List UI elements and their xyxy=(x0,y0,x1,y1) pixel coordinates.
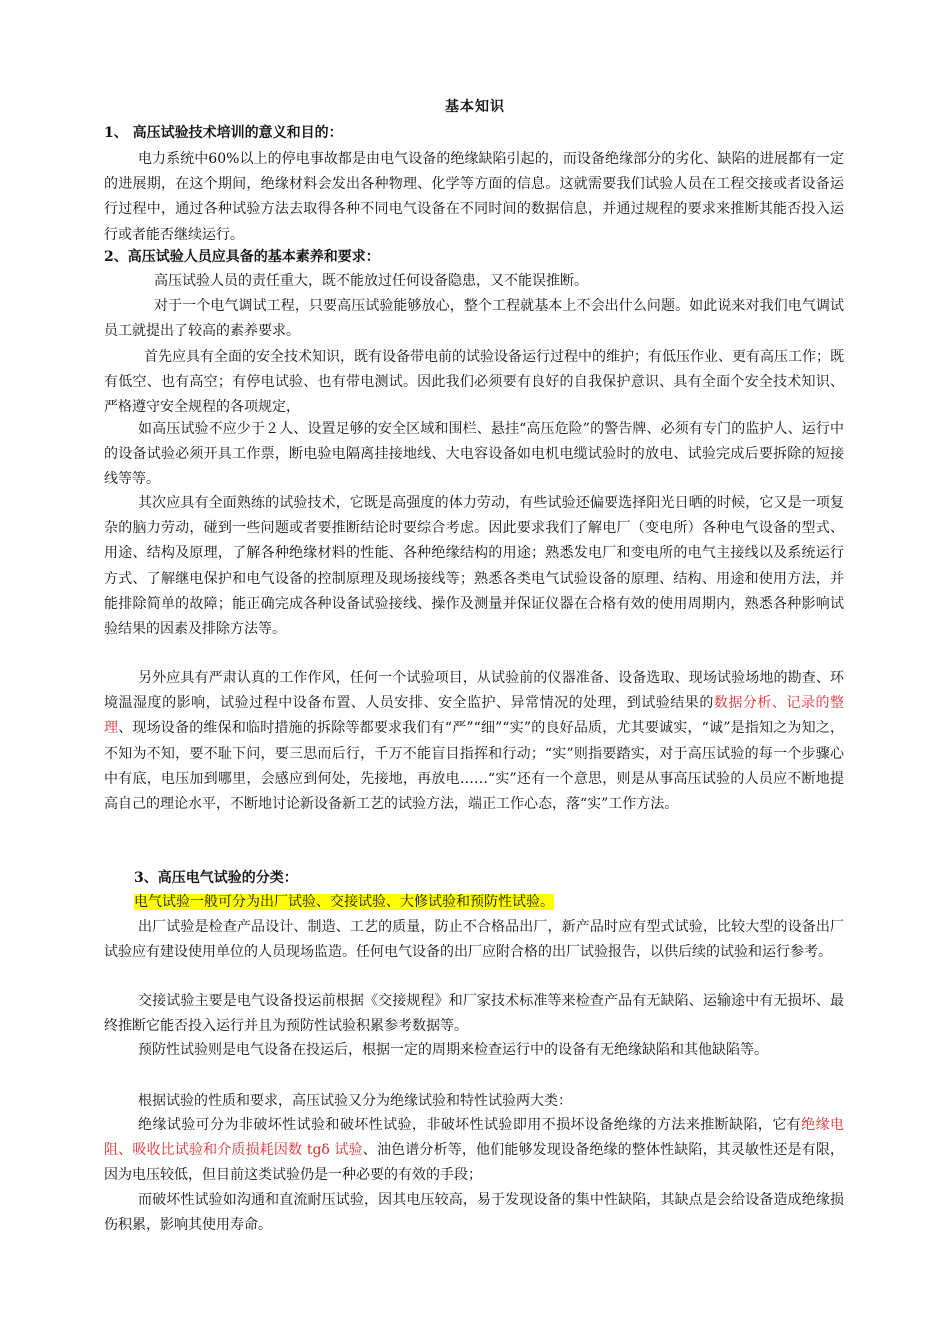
paragraph-3: 对于一个电气调试工程，只要高压试验能够放心，整个工程就基本上不会出什么问题。如此说来对我们电气调试员工就提出了较高的素养要求。 xyxy=(104,298,844,340)
paragraph-13-highlight: 绝缘电阻、吸收比试验和介质损耗因数 tgδ 试验 xyxy=(104,1117,845,1159)
paragraph-4: 首先应具有全面的安全技术知识，既有设备带电前的试验设备运行过程中的维护；有低压作业、更有高压工作；既有低空、也有高空；有停电试验、也有带电测试。因此我们必须要有良好的自我保护意识、具有全面个安全技术知识、严格遵守安全规程的各项规定， xyxy=(104,349,844,416)
paragraph-10: 交接试验主要是电气设备投运前根据《交接规程》和厂家技术标准等来检查产品有无缺陷、运输途中有无损坏、最终推断它能否投入运行并且为预防性试验积累参考数据等。 xyxy=(104,993,844,1035)
paragraph-7 xyxy=(104,666,844,817)
paragraph-7-part-1: 另外应具有严肃认真的工作作风，任何一个试验项目，从试验前的仪器准备、设备选取、现场试验场地的勘查、环境温湿度的影响，试验过程中设备布置、人员安排、安全监护、异常情况的处理，到试验结果的 xyxy=(104,670,844,712)
paragraph-5: 如高压试验不应少于２人、设置足够的安全区域和围栏、悬挂“高压危险”的警告牌、必须有专门的监护人、运行中的设备试验必须开具工作票，断电验电隔离挂接地线、大电容设备如电机电缆试验时的放电、试验完成后要拆除的短接线等等。 xyxy=(104,421,844,488)
section-heading-3: 3、高压电气试验的分类： xyxy=(134,870,298,886)
paragraph-11: 预防性试验则是电气设备在投运后，根据一定的周期来检查运行中的设备有无绝缘缺陷和其他缺陷等。 xyxy=(138,1042,768,1058)
paragraph-13-part-1: 绝缘试验可分为非破坏性试验和破坏性试验，非破坏性试验即用不损坏设备绝缘的方法来推断缺陷，它有 xyxy=(138,1117,802,1133)
paragraph-13 xyxy=(104,1113,844,1189)
paragraph-9: 出厂试验是检查产品设计、制造、工艺的质量，防止不合格品出厂，新产品时应有型式试验，比较大型的设备出厂试验应有建设使用单位的人员现场监造。任何电气设备的出厂应附合格的出厂试验报告，以供后续的试验和运行参考。 xyxy=(104,919,844,961)
paragraph-13-part-2: 、油色谱分析等，他们能够发现设备绝缘的整体性缺陷，其灵敏性还是有限，因为电压较低，但目前这类试验仍是一种必要的有效的手段； xyxy=(104,1142,845,1184)
paragraph-7-highlight: 数据分析、记录的整理 xyxy=(104,695,845,737)
paragraph-8-highlight: 电气试验一般可分为出厂试验、交接试验、大修试验和预防性试验。 xyxy=(134,894,554,910)
page-title: 基本知识 xyxy=(445,99,505,115)
paragraph-1: 电力系统中60%以上的停电事故都是由电气设备的绝缘缺陷引起的，而设备绝缘部分的劣化、缺陷的进展都有一定的进展期，在这个期间，绝缘材料会发出各种物理、化学等方面的信息。这就需要我们试验人员在工程交接或者设备运行过程中，通过各种试验方法去取得各种不同电气设备在不同时间的数据信息，并通过规程的要求来推断其能否投入运行或者能否继续运行。 xyxy=(104,151,844,243)
section-heading-2: 2、高压试验人员应具备的基本素养和要求： xyxy=(104,249,380,265)
paragraph-8 xyxy=(104,890,844,915)
paragraph-2: 高压试验人员的责任重大，既不能放过任何设备隐患，又不能误推断。 xyxy=(154,273,588,289)
paragraph-14: 而破坏性试验如沟通和直流耐压试验，因其电压较高，易于发现设备的集中性缺陷，其缺点是会给设备造成绝缘损伤积累，影响其使用寿命。 xyxy=(104,1192,844,1234)
paragraph-7-part-2: 、现场设备的维保和临时措施的拆除等都要求我们有“严”“细”“实”的良好品质，尤其要诚实，“诚”是指知之为知之，不知为不知，要不耻下问，要三思而后行，千万不能盲目指挥和行动；“实”则指要踏实，对于高压试验的每一个步骤心中有底，电压加到哪里，会感应到何处，先接地，再放电……“实”还有一个意思，则是从事高压试验的人员应不断地提高自己的理论水平，不断地讨论新设备新工艺的试验方法，端正工作心态，落“实”工作方法。 xyxy=(104,720,844,813)
paragraph-12: 根据试验的性质和要求，高压试验又分为绝缘试验和特性试验两大类： xyxy=(138,1093,572,1109)
section-heading-1: 1、 高压试验技术培训的意义和目的： xyxy=(104,125,343,141)
paragraph-6: 其次应具有全面熟练的试验技术，它既是高强度的体力劳动，有些试验还偏要选择阳光日晒的时候，它又是一项复杂的脑力劳动，碰到一些问题或者要推断结论时要综合考虑。因此要求我们了解电厂（变电所）各种电气设备的型式、用途、结构及原理，了解各种绝缘材料的性能、各种绝缘结构的用途；熟悉发电厂和变电所的电气主接线以及系统运行方式、了解继电保护和电气设备的控制原理及现场接线等；熟悉各类电气试验设备的原理、结构、用途和使用方法，并能排除简单的故障；能正确完成各种设备试验接线、操作及测量并保证仪器在合格有效的使用周期内，熟悉各种影响试验结果的因素及排除方法等。 xyxy=(104,495,844,638)
